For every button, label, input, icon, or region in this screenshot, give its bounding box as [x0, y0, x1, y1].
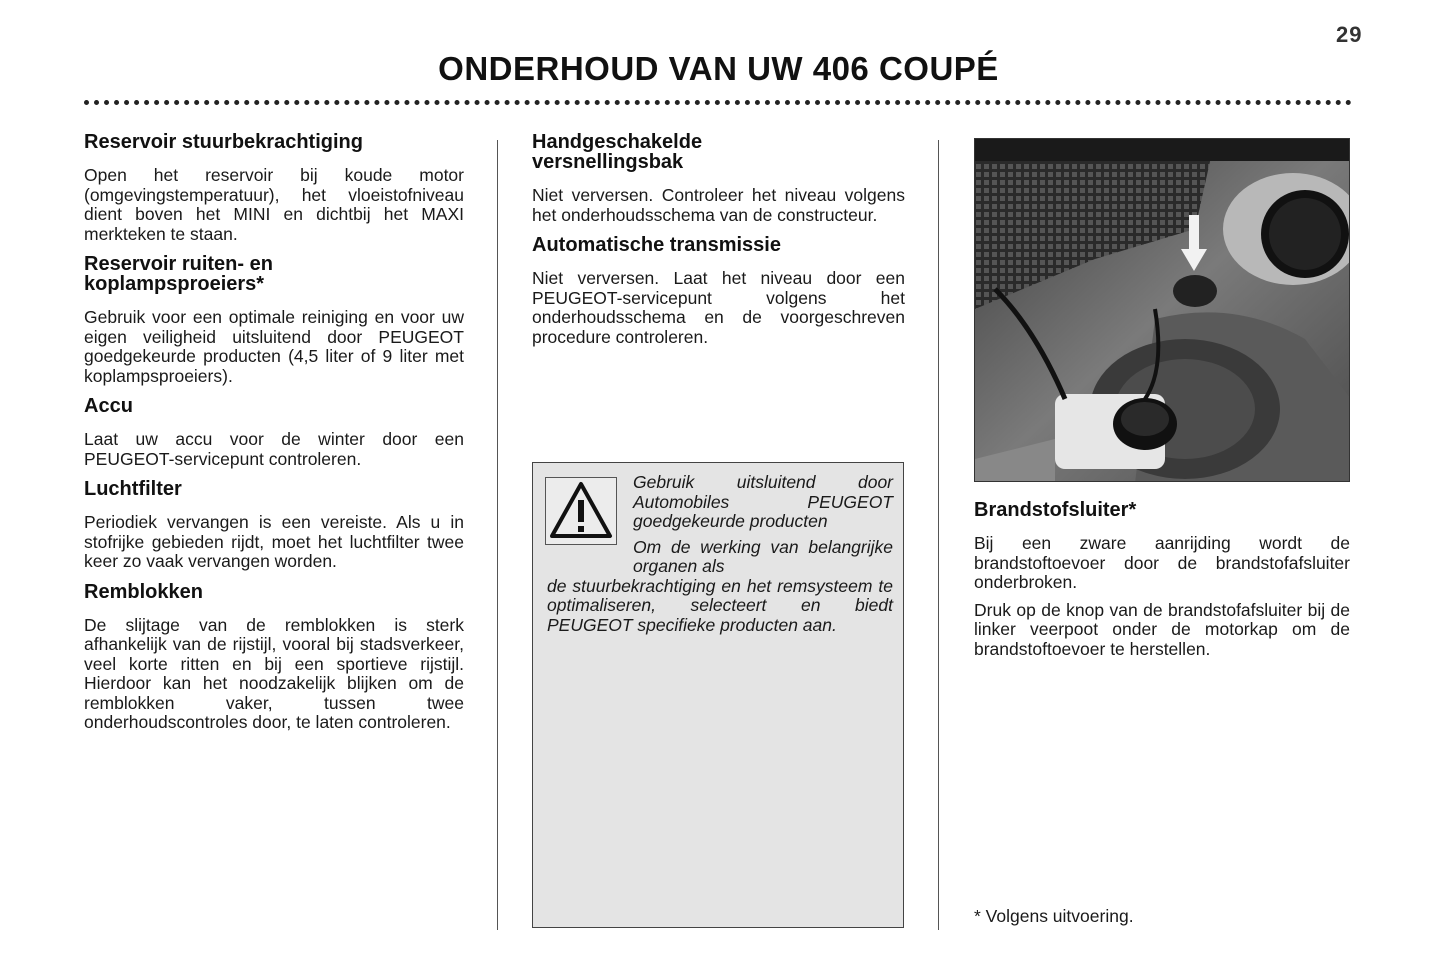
column-divider-2: [938, 140, 939, 930]
section-body: Open het reservoir bij koude motor (omgevingstemperatuur), het vloeistofniveau dient boven het MINI en dichtbij het MAXI merkteken te staan.: [84, 165, 464, 244]
section-body: Bij een zware aanrijding wordt de brandstoftoevoer door de brandstofafsluiter onderbroken.: [974, 533, 1350, 592]
footnote: * Volgens uitvoering.: [974, 906, 1134, 926]
column-3: [974, 500, 1350, 669]
section-body: Periodiek vervangen is een vereiste. Als u in stofrijke gebieden rijdt, moet het luchtfilter twee keer zo vaak vervangen worden.: [84, 512, 464, 571]
section-heading: Automatische transmissie: [532, 234, 781, 256]
section-body: Niet verversen. Controleer het niveau volgens het onderhoudsschema van de constructeur.: [532, 185, 905, 225]
warning-box: [532, 462, 904, 928]
section-body: Niet verversen. Laat het niveau door een PEUGEOT-servicepunt volgens het onderhoudsschema en de voorgeschreven procedure controleren.: [532, 268, 905, 347]
column-2: [532, 132, 905, 357]
warning-text: [547, 473, 893, 635]
warning-line-2b: de stuurbekrachtiging en het remsysteem te optimaliseren, selecteert en biedt PEUGEOT specifieke producten aan.: [547, 575, 893, 635]
page-number: 29: [1336, 22, 1363, 47]
section-heading: Brandstofsluiter*: [974, 499, 1137, 521]
warning-line-2a: Om de werking van belangrijke organen als: [633, 536, 893, 576]
section-heading: Reservoir stuurbekrachtiging: [84, 131, 363, 153]
section-heading: Handgeschakelde versnellingsbak: [532, 131, 703, 173]
column-divider-1: [497, 140, 498, 930]
section-washer-reservoir: [84, 254, 464, 386]
section-body: Laat uw accu voor de winter door een PEUGEOT-servicepunt controleren.: [84, 429, 464, 469]
section-body: Druk op de knop van de brandstofafsluiter bij de linker veerpoot onder de motorkap om de brandstoftoevoer te herstellen.: [974, 599, 1350, 659]
section-battery: [84, 396, 464, 469]
section-fuel-cutoff: [974, 500, 1350, 659]
section-air-filter: [84, 479, 464, 572]
page-title: ONDERHOUD VAN UW 406 COUPÉ: [438, 50, 999, 87]
section-heading: Luchtfilter: [84, 478, 182, 500]
section-body: De slijtage van de remblokken is sterk afhankelijk van de rijstijl, vooral bij stadsverkeer, veel korte ritten en bij een sportieve rijstijl. Hierdoor kan het noodzakelijk blijken om de remblokken vaker, tussen twee onderhoudscontroles door, te laten controleren.: [84, 614, 464, 732]
section-heading: Remblokken: [84, 580, 203, 603]
dotted-rule: [84, 100, 1352, 105]
section-steering-reservoir: [84, 132, 464, 244]
warning-line-1: Gebruik uitsluitend door Automobiles PEUGEOT goedgekeurde producten: [633, 472, 893, 531]
section-heading: Accu: [84, 395, 133, 417]
section-brake-pads: [84, 582, 464, 733]
section-body: Gebruik voor een optimale reiniging en voor uw eigen veiligheid uitsluitend door PEUGEOT goedgekeurde producten (4,5 liter of 9 liter met koplampsproeiers).: [84, 307, 464, 386]
section-heading: Reservoir ruiten- en koplampsproeiers*: [84, 253, 273, 295]
section-automatic-transmission: [532, 235, 905, 347]
engine-bay-photo: [974, 138, 1350, 482]
section-manual-gearbox: [532, 132, 905, 225]
column-1: [84, 132, 464, 743]
